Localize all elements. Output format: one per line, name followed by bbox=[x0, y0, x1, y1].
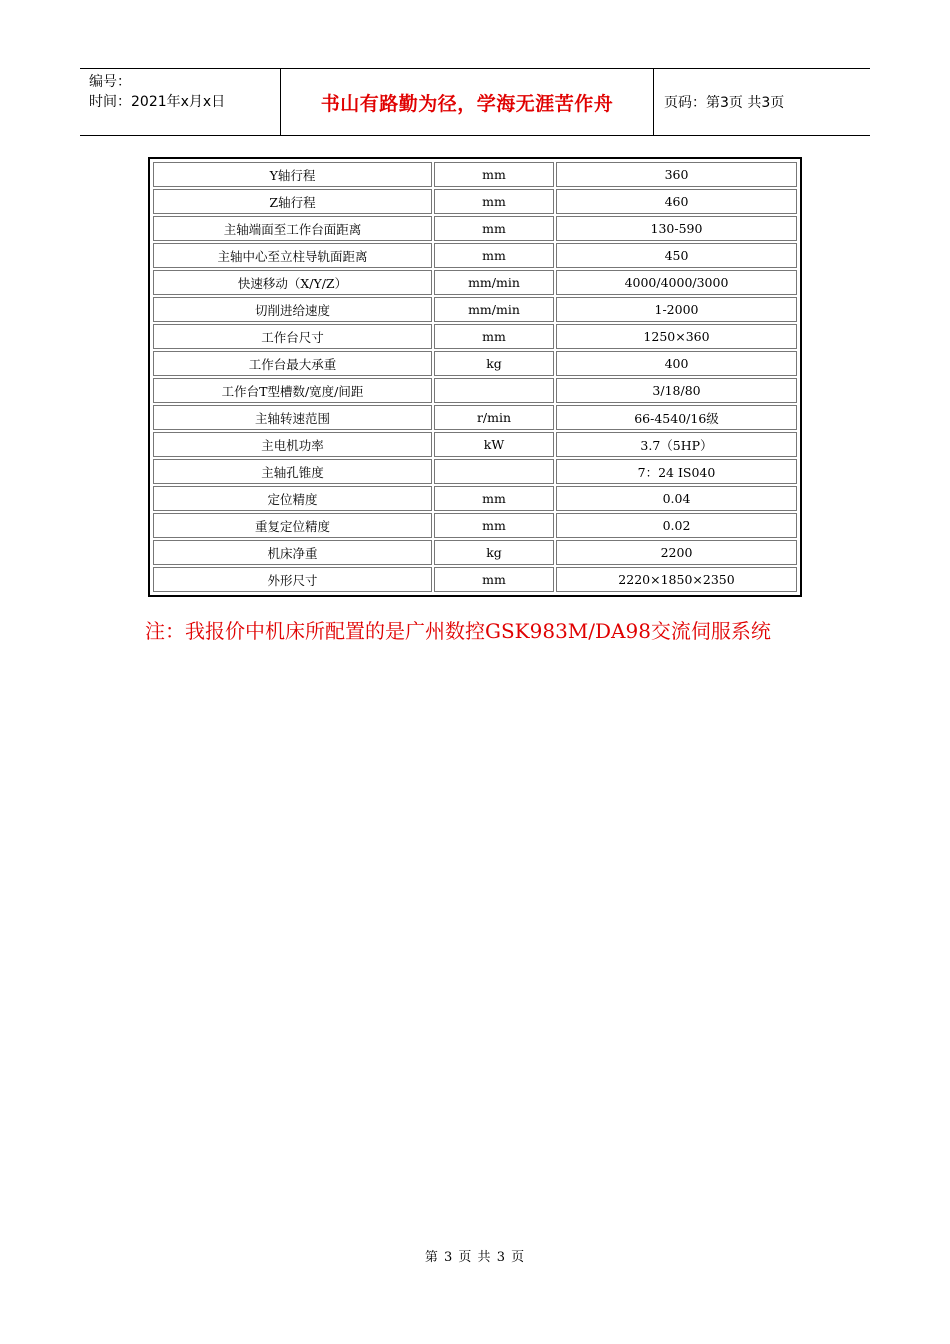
spec-unit-cell: mm bbox=[434, 189, 554, 214]
spec-value-cell: 2220×1850×2350 bbox=[556, 567, 797, 592]
spec-name-cell: 主电机功率 bbox=[153, 432, 432, 457]
spec-unit-cell: kW bbox=[434, 432, 554, 457]
spec-value-cell: 4000/4000/3000 bbox=[556, 270, 797, 295]
table-row bbox=[153, 324, 797, 349]
spec-value-cell: 1-2000 bbox=[556, 297, 797, 322]
spec-name-cell: 主轴端面至工作台面距离 bbox=[153, 216, 432, 241]
spec-value-cell: 3/18/80 bbox=[556, 378, 797, 403]
page-footer: 第 3 页 共 3 页 bbox=[424, 1250, 526, 1265]
spec-unit-cell bbox=[434, 459, 554, 484]
header-motto: 书山有路勤为径，学海无涯苦作舟 bbox=[281, 69, 654, 135]
table-row bbox=[153, 459, 797, 484]
spec-name-cell: 外形尺寸 bbox=[153, 567, 432, 592]
table-row bbox=[153, 567, 797, 592]
spec-value-cell: 1250×360 bbox=[556, 324, 797, 349]
spec-name-cell: Z轴行程 bbox=[153, 189, 432, 214]
spec-value-cell: 450 bbox=[556, 243, 797, 268]
table-row bbox=[153, 297, 797, 322]
spec-value-cell: 460 bbox=[556, 189, 797, 214]
spec-table-frame bbox=[148, 157, 802, 597]
spec-value-cell: 360 bbox=[556, 162, 797, 187]
spec-unit-cell: r/min bbox=[434, 405, 554, 430]
spec-unit-cell: mm bbox=[434, 243, 554, 268]
page-header bbox=[80, 68, 870, 136]
header-page-number: 页码：第3页 共3页 bbox=[664, 95, 785, 111]
spec-name-cell: 工作台T型槽数/宽度/间距 bbox=[153, 378, 432, 403]
spec-unit-cell: mm bbox=[434, 216, 554, 241]
spec-unit-cell: mm/min bbox=[434, 297, 554, 322]
spec-value-cell: 130-590 bbox=[556, 216, 797, 241]
table-row bbox=[153, 270, 797, 295]
spec-value-cell: 0.04 bbox=[556, 486, 797, 511]
table-row bbox=[153, 513, 797, 538]
spec-unit-cell: mm bbox=[434, 513, 554, 538]
spec-unit-cell: mm bbox=[434, 324, 554, 349]
spec-unit-cell: kg bbox=[434, 540, 554, 565]
document-number-label: 编号： bbox=[89, 74, 131, 90]
spec-unit-cell: mm bbox=[434, 162, 554, 187]
table-row bbox=[153, 540, 797, 565]
spec-table-body bbox=[153, 162, 797, 592]
spec-unit-cell: mm bbox=[434, 567, 554, 592]
spec-name-cell: 工作台最大承重 bbox=[153, 351, 432, 376]
spec-name-cell: 工作台尺寸 bbox=[153, 324, 432, 349]
spec-value-cell: 0.02 bbox=[556, 513, 797, 538]
table-row bbox=[153, 162, 797, 187]
spec-value-cell: 66-4540/16级 bbox=[556, 405, 797, 430]
spec-name-cell: 重复定位精度 bbox=[153, 513, 432, 538]
spec-unit-cell bbox=[434, 378, 554, 403]
spec-name-cell: 快速移动（X/Y/Z） bbox=[153, 270, 432, 295]
table-row bbox=[153, 378, 797, 403]
document-time-label: 时间：2021年x月x日 bbox=[89, 94, 226, 110]
table-row bbox=[153, 189, 797, 214]
spec-value-cell: 7：24 IS040 bbox=[556, 459, 797, 484]
spec-unit-cell: kg bbox=[434, 351, 554, 376]
spec-name-cell: Y轴行程 bbox=[153, 162, 432, 187]
spec-name-cell: 主轴孔锥度 bbox=[153, 459, 432, 484]
spec-name-cell: 切削进给速度 bbox=[153, 297, 432, 322]
table-row bbox=[153, 405, 797, 430]
spec-unit-cell: mm bbox=[434, 486, 554, 511]
spec-table bbox=[151, 160, 799, 594]
spec-value-cell: 3.7（5HP） bbox=[556, 432, 797, 457]
spec-name-cell: 主轴中心至立柱导轨面距离 bbox=[153, 243, 432, 268]
header-meta bbox=[80, 69, 281, 135]
spec-name-cell: 定位精度 bbox=[153, 486, 432, 511]
spec-name-cell: 主轴转速范围 bbox=[153, 405, 432, 430]
configuration-note: 注：我报价中机床所配置的是广州数控GSK983M/DA98交流伺服系统 bbox=[145, 619, 771, 643]
table-row bbox=[153, 432, 797, 457]
table-row bbox=[153, 243, 797, 268]
spec-value-cell: 400 bbox=[556, 351, 797, 376]
table-row bbox=[153, 351, 797, 376]
spec-name-cell: 机床净重 bbox=[153, 540, 432, 565]
table-row bbox=[153, 486, 797, 511]
spec-unit-cell: mm/min bbox=[434, 270, 554, 295]
spec-value-cell: 2200 bbox=[556, 540, 797, 565]
table-row bbox=[153, 216, 797, 241]
